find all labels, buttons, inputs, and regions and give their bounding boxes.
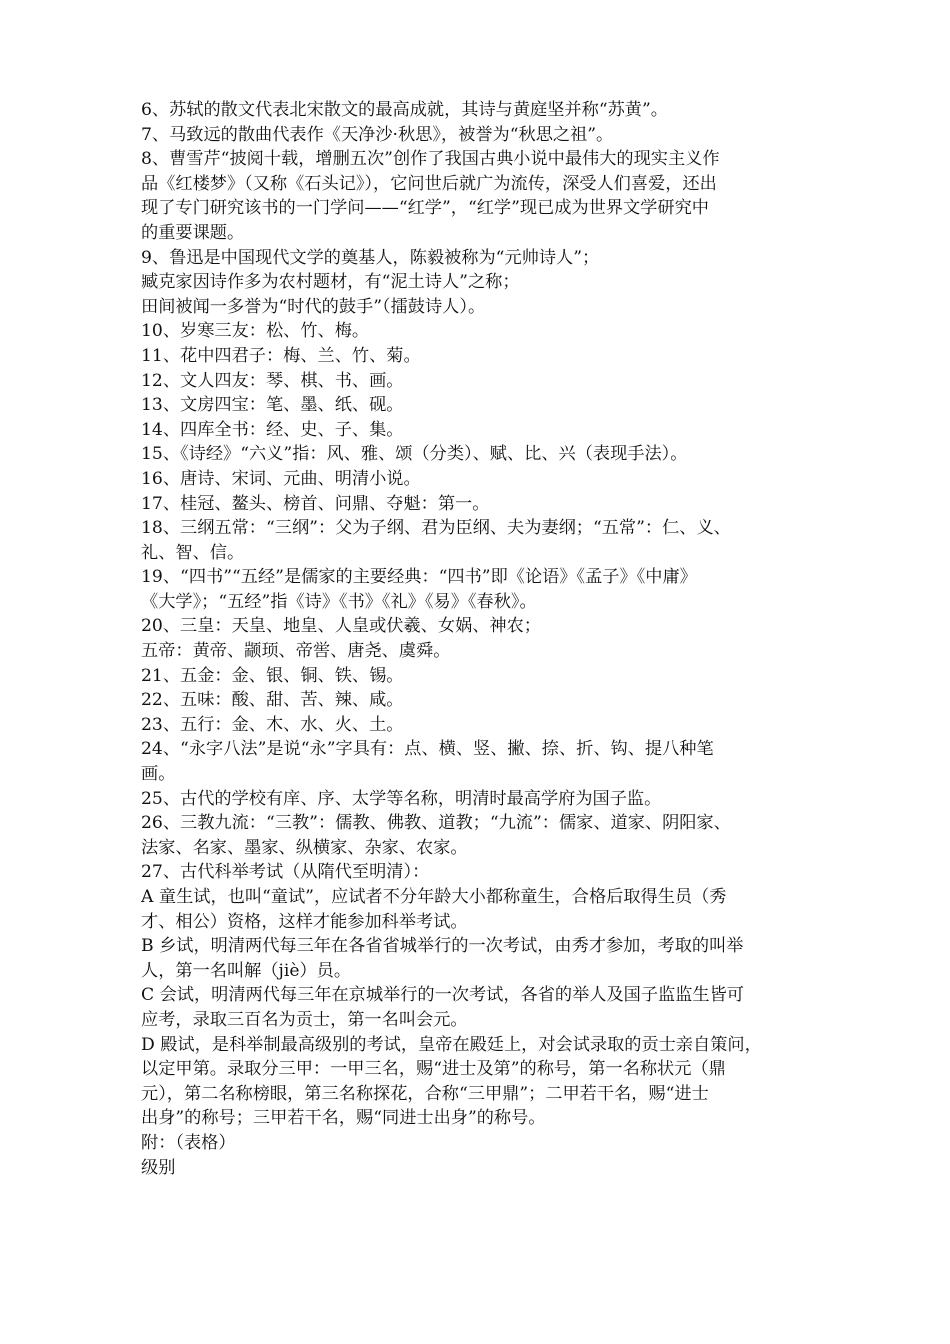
text-line: 20、三皇：天皇、地皇、人皇或伏羲、女娲、神农； bbox=[141, 616, 541, 637]
text-line: 现了专门研究该书的一门学问——“红学”，“红学”现已成为世界文学研究中 bbox=[141, 198, 709, 219]
text-line: 元），第二名称榜眼，第三名称探花，合称“三甲鼎”；二甲若干名，赐“进士 bbox=[141, 1083, 709, 1104]
text-line: C 会试，明清两代每三年在京城举行的一次考试，各省的举人及国子监监生皆可 bbox=[141, 985, 744, 1006]
text-line: 画。 bbox=[141, 764, 176, 785]
text-line: 13、文房四宝：笔、墨、纸、砚。 bbox=[141, 395, 404, 416]
text-line: 27、古代科举考试（从隋代至明清）： bbox=[141, 862, 430, 883]
text-line: 人，第一名叫解（jiè）员。 bbox=[141, 960, 352, 981]
text-line: 10、岁寒三友：松、竹、梅。 bbox=[141, 321, 370, 342]
text-line: 品《红楼梦》（又称《石头记》），它问世后就广为流传，深受人们喜爱，还出 bbox=[141, 173, 717, 194]
text-line: A 童生试，也叫“童试”，应试者不分年龄大小都称童生，合格后取得生员（秀 bbox=[141, 887, 727, 907]
text-line: 出身”的称号；三甲若干名，赐“同进士出身”的称号。 bbox=[141, 1108, 546, 1129]
text-line: 田间被闻一多誉为“时代的鼓手”（擂鼓诗人）。 bbox=[141, 296, 486, 317]
text-line: 以定甲第。录取分三甲：一甲三名，赐“进士及第”的称号，第一名称状元（鼎 bbox=[141, 1059, 726, 1080]
document-body bbox=[141, 98, 817, 1180]
text-line: 五帝：黄帝、颛顼、帝喾、唐尧、虞舜。 bbox=[141, 641, 451, 662]
text-line: 级别 bbox=[141, 1157, 176, 1178]
text-line: D 殿试，是科举制最高级别的考试，皇帝在殿廷上，对会试录取的贡士亲自策问， bbox=[141, 1034, 762, 1055]
text-line: 6、苏轼的散文代表北宋散文的最高成就，其诗与黄庭坚并称“苏黄”。 bbox=[141, 100, 668, 120]
text-line: 礼、智、信。 bbox=[141, 542, 245, 563]
text-line: 24、“永字八法”是说“永”字具有：点、横、竖、撇、捺、折、钩、提八种笔 bbox=[141, 739, 714, 760]
text-line: 19、“四书”“五经”是儒家的主要经典：“四书”即《论语》《孟子》《中庸》 bbox=[141, 567, 697, 588]
text-line: 9、鲁迅是中国现代文学的奠基人，陈毅被称为“元帅诗人”； bbox=[141, 247, 600, 268]
text-line: 《大学》；“五经”指《诗》《书》《礼》《易》《春秋》。 bbox=[141, 591, 537, 612]
text-line: 17、桂冠、鳌头、榜首、问鼎、夺魁：第一。 bbox=[141, 493, 490, 514]
text-line: 才、相公）资格，这样才能参加科举考试。 bbox=[141, 911, 468, 932]
text-line: 8、曹雪芹“披阅十载，增删五次”创作了我国古典小说中最伟大的现实主义作 bbox=[141, 149, 720, 170]
text-line: B 乡试，明清两代每三年在各省省城举行的一次考试，由秀才参加，考取的叫举 bbox=[141, 936, 744, 957]
text-line: 18、三纲五常：“三纲”：父为子纲、君为臣纲、夫为妻纲；“五常”：仁、义、 bbox=[141, 518, 731, 539]
text-line: 22、五味：酸、甜、苦、辣、咸。 bbox=[141, 690, 404, 711]
text-line: 23、五行：金、木、水、火、土。 bbox=[141, 714, 404, 735]
text-line: 法家、名家、墨家、纵横家、杂家、农家。 bbox=[141, 837, 468, 858]
text-line: 臧克家因诗作多为农村题材，有“泥土诗人”之称； bbox=[141, 272, 520, 293]
text-line: 12、文人四友：琴、棋、书、画。 bbox=[141, 370, 404, 391]
text-line: 7、马致远的散曲代表作《天净沙·秋思》，被誉为“秋思之祖”。 bbox=[141, 124, 614, 145]
text-line: 应考，录取三百名为贡士，第一名叫会元。 bbox=[141, 1009, 468, 1030]
text-line: 21、五金：金、银、铜、铁、锡。 bbox=[141, 665, 404, 686]
text-line: 14、四库全书：经、史、子、集。 bbox=[141, 419, 404, 440]
text-line: 的重要课题。 bbox=[141, 222, 245, 243]
text-line: 15、《诗经》“六义”指：风、雅、颂（分类）、赋、比、兴（表现手法）。 bbox=[141, 444, 688, 465]
text-line: 11、花中四君子：梅、兰、竹、菊。 bbox=[141, 345, 421, 366]
text-line: 25、古代的学校有庠、序、太学等名称，明清时最高学府为国子监。 bbox=[141, 788, 662, 809]
text-line: 附：（表格） bbox=[141, 1132, 236, 1153]
text-line: 16、唐诗、宋词、元曲、明清小说。 bbox=[141, 468, 421, 489]
text-line: 26、三教九流：“三教”：儒教、佛教、道教；“九流”：儒家、道家、阴阳家、 bbox=[141, 813, 731, 834]
